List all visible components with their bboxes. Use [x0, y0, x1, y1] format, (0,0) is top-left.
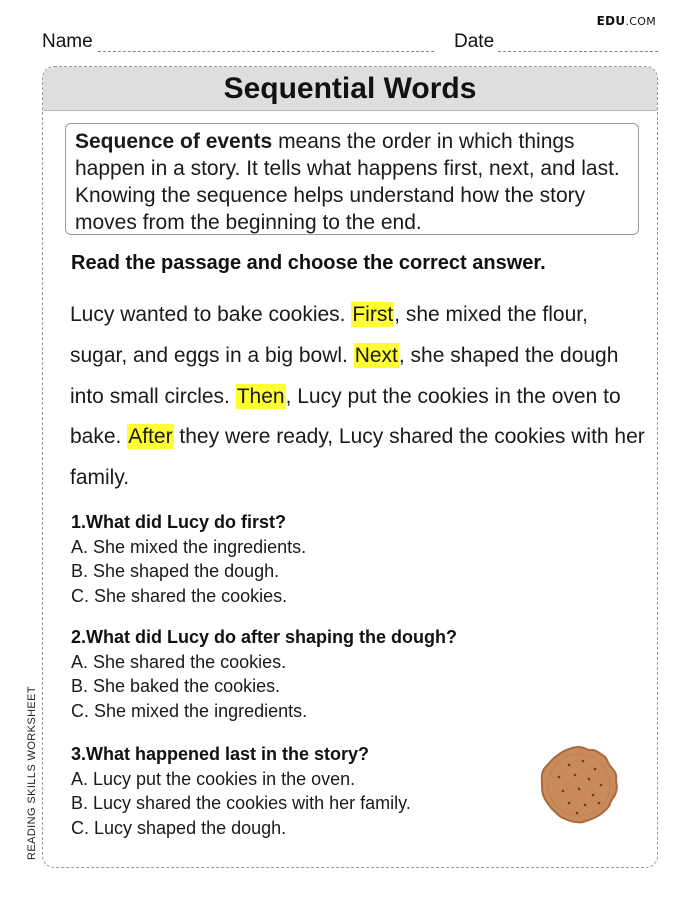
- question-text: 1.What did Lucy do first?: [71, 512, 286, 532]
- definition-text: means the order in which things happen in a story. It tells what happens first, next, and last. Knowing the sequence helps understand how the story moves from the beginning to the end.: [75, 130, 620, 234]
- passage-sentence-2: , she mixed the flour, sugar, and eggs in a big bowl.: [70, 303, 588, 367]
- date-label: Date: [454, 31, 495, 52]
- answer-option[interactable]: A. Lucy put the cookies in the oven.: [71, 768, 356, 789]
- answer-option[interactable]: B. She shaped the dough.: [71, 561, 280, 581]
- brand-name: EDU: [596, 14, 626, 28]
- name-date-row: [42, 30, 658, 56]
- passage-sentence-5: they were ready, Lucy shared the cookies with her family.: [70, 425, 645, 490]
- brand-domain: .COM: [625, 15, 656, 28]
- date-write-line[interactable]: [498, 51, 658, 52]
- name-label: Name: [42, 31, 93, 52]
- answer-option[interactable]: C. She mixed the ingredients.: [71, 700, 308, 721]
- answer-option[interactable]: B. Lucy shared the cookies with her family.: [71, 793, 411, 813]
- highlight-then: Then: [236, 384, 285, 408]
- cookie-icon: [539, 745, 619, 825]
- answer-option[interactable]: A. She mixed the ingredients.: [71, 536, 307, 557]
- worksheet-card: [42, 66, 658, 868]
- highlight-next: Next: [354, 343, 398, 367]
- question-3: [71, 742, 411, 840]
- passage-sentence-1: Lucy wanted to bake cookies.: [70, 303, 352, 326]
- passage-sentence-4: , Lucy put the cookies in the oven to bake.: [70, 384, 621, 449]
- instruction: Read the passage and choose the correct answer.: [71, 252, 546, 274]
- question-2: [71, 625, 457, 723]
- title-bar: [43, 67, 657, 111]
- brand-logo: [597, 14, 656, 28]
- answer-option[interactable]: B. She baked the cookies.: [71, 676, 281, 696]
- question-text: 2.What did Lucy do after shaping the dough?: [71, 627, 457, 647]
- definition-box: [65, 123, 639, 235]
- highlight-first: First: [352, 303, 394, 326]
- definition-term: Sequence of events: [75, 130, 273, 153]
- question-1: [71, 510, 306, 608]
- answer-option[interactable]: C. Lucy shaped the dough.: [71, 817, 287, 838]
- highlight-after: After: [128, 425, 173, 449]
- answer-option[interactable]: C. She shared the cookies.: [71, 585, 288, 606]
- side-worksheet-label: READING SKILLS WORKSHEET: [26, 685, 38, 860]
- worksheet-title: Sequential Words: [223, 71, 477, 105]
- passage: [70, 295, 650, 499]
- question-text: 3.What happened last in the story?: [71, 744, 370, 764]
- name-write-line[interactable]: [98, 51, 434, 52]
- answer-option[interactable]: A. She shared the cookies.: [71, 651, 287, 672]
- passage-sentence-3: , she shaped the dough into small circles.: [70, 343, 619, 408]
